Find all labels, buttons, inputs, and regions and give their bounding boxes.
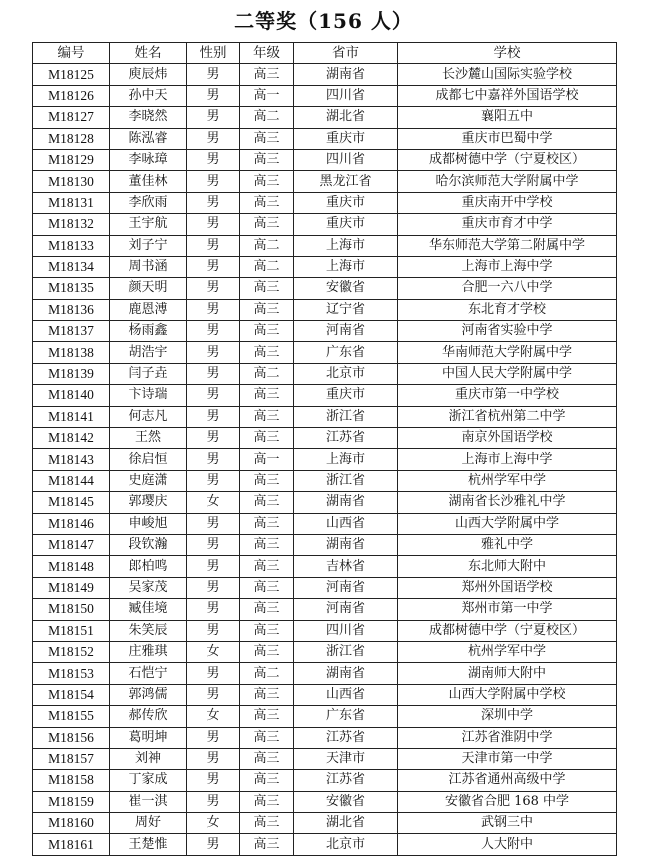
cell-name: 庾辰炜 bbox=[110, 64, 187, 85]
cell-name: 何志凡 bbox=[110, 406, 187, 427]
cell-id: M18158 bbox=[33, 770, 110, 791]
cell-school: 东北育才学校 bbox=[398, 299, 617, 320]
cell-id: M18145 bbox=[33, 492, 110, 513]
table-row bbox=[33, 128, 617, 149]
cell-grade: 高三 bbox=[240, 278, 294, 299]
cell-grade: 高二 bbox=[240, 363, 294, 384]
cell-grade: 高三 bbox=[240, 149, 294, 170]
table-row bbox=[33, 385, 617, 406]
cell-name: 石恺宁 bbox=[110, 663, 187, 684]
cell-id: M18135 bbox=[33, 278, 110, 299]
table-row bbox=[33, 577, 617, 598]
cell-grade: 高三 bbox=[240, 599, 294, 620]
cell-school: 人大附中 bbox=[398, 834, 617, 855]
table-row bbox=[33, 107, 617, 128]
cell-id: M18141 bbox=[33, 406, 110, 427]
cell-grade: 高三 bbox=[240, 813, 294, 834]
cell-school: 成都树德中学（宁夏校区） bbox=[398, 149, 617, 170]
cell-name: 周好 bbox=[110, 813, 187, 834]
cell-grade: 高三 bbox=[240, 641, 294, 662]
cell-gender: 男 bbox=[187, 214, 240, 235]
cell-grade: 高三 bbox=[240, 299, 294, 320]
cell-id: M18130 bbox=[33, 171, 110, 192]
cell-gender: 男 bbox=[187, 556, 240, 577]
cell-gender: 男 bbox=[187, 791, 240, 812]
cell-id: M18148 bbox=[33, 556, 110, 577]
cell-id: M18161 bbox=[33, 834, 110, 855]
cell-gender: 男 bbox=[187, 64, 240, 85]
cell-name: 鹿恩溥 bbox=[110, 299, 187, 320]
cell-name: 周书涵 bbox=[110, 256, 187, 277]
cell-gender: 男 bbox=[187, 385, 240, 406]
cell-grade: 高三 bbox=[240, 214, 294, 235]
cell-school: 湖南师大附中 bbox=[398, 663, 617, 684]
cell-id: M18143 bbox=[33, 449, 110, 470]
cell-school: 上海市上海中学 bbox=[398, 449, 617, 470]
cell-province: 湖北省 bbox=[294, 813, 398, 834]
table-row bbox=[33, 278, 617, 299]
table-row bbox=[33, 641, 617, 662]
cell-id: M18149 bbox=[33, 577, 110, 598]
cell-name: 杨雨鑫 bbox=[110, 321, 187, 342]
column-header-name: 姓名 bbox=[110, 43, 187, 64]
cell-province: 重庆市 bbox=[294, 385, 398, 406]
cell-school: 成都七中嘉祥外国语学校 bbox=[398, 85, 617, 106]
cell-grade: 高三 bbox=[240, 834, 294, 855]
cell-gender: 男 bbox=[187, 663, 240, 684]
cell-grade: 高三 bbox=[240, 342, 294, 363]
cell-gender: 男 bbox=[187, 599, 240, 620]
cell-province: 湖南省 bbox=[294, 64, 398, 85]
cell-grade: 高三 bbox=[240, 748, 294, 769]
cell-id: M18134 bbox=[33, 256, 110, 277]
cell-id: M18129 bbox=[33, 149, 110, 170]
cell-province: 江苏省 bbox=[294, 770, 398, 791]
cell-grade: 高三 bbox=[240, 513, 294, 534]
cell-school: 重庆市巴蜀中学 bbox=[398, 128, 617, 149]
cell-grade: 高三 bbox=[240, 770, 294, 791]
award-table bbox=[32, 42, 617, 856]
cell-school: 深圳中学 bbox=[398, 706, 617, 727]
cell-school: 华南师范大学附属中学 bbox=[398, 342, 617, 363]
cell-province: 上海市 bbox=[294, 256, 398, 277]
cell-province: 上海市 bbox=[294, 449, 398, 470]
table-row bbox=[33, 663, 617, 684]
cell-name: 颜天明 bbox=[110, 278, 187, 299]
cell-name: 卞诗瑞 bbox=[110, 385, 187, 406]
cell-province: 北京市 bbox=[294, 363, 398, 384]
cell-school: 郑州外国语学校 bbox=[398, 577, 617, 598]
table-row bbox=[33, 834, 617, 855]
cell-id: M18128 bbox=[33, 128, 110, 149]
cell-gender: 男 bbox=[187, 770, 240, 791]
cell-gender: 女 bbox=[187, 492, 240, 513]
cell-grade: 高三 bbox=[240, 171, 294, 192]
cell-name: 刘子宁 bbox=[110, 235, 187, 256]
table-row bbox=[33, 791, 617, 812]
cell-province: 北京市 bbox=[294, 834, 398, 855]
cell-name: 胡浩宇 bbox=[110, 342, 187, 363]
cell-school: 长沙麓山国际实验学校 bbox=[398, 64, 617, 85]
cell-name: 臧佳境 bbox=[110, 599, 187, 620]
table-row bbox=[33, 321, 617, 342]
cell-gender: 男 bbox=[187, 534, 240, 555]
cell-grade: 高三 bbox=[240, 492, 294, 513]
cell-school: 湖南省长沙雅礼中学 bbox=[398, 492, 617, 513]
cell-id: M18155 bbox=[33, 706, 110, 727]
cell-name: 孙中天 bbox=[110, 85, 187, 106]
cell-province: 浙江省 bbox=[294, 641, 398, 662]
cell-school: 杭州学军中学 bbox=[398, 641, 617, 662]
cell-id: M18132 bbox=[33, 214, 110, 235]
cell-province: 辽宁省 bbox=[294, 299, 398, 320]
cell-gender: 男 bbox=[187, 107, 240, 128]
table-row bbox=[33, 706, 617, 727]
table-row bbox=[33, 235, 617, 256]
cell-grade: 高三 bbox=[240, 684, 294, 705]
cell-province: 湖北省 bbox=[294, 107, 398, 128]
table-row bbox=[33, 684, 617, 705]
cell-name: 王楚惟 bbox=[110, 834, 187, 855]
table-row bbox=[33, 149, 617, 170]
cell-gender: 男 bbox=[187, 192, 240, 213]
cell-school: 山西大学附属中学校 bbox=[398, 684, 617, 705]
cell-name: 史庭潇 bbox=[110, 470, 187, 491]
cell-grade: 高三 bbox=[240, 406, 294, 427]
cell-province: 湖南省 bbox=[294, 534, 398, 555]
cell-gender: 男 bbox=[187, 577, 240, 598]
cell-province: 重庆市 bbox=[294, 128, 398, 149]
cell-id: M18133 bbox=[33, 235, 110, 256]
cell-grade: 高三 bbox=[240, 128, 294, 149]
cell-id: M18138 bbox=[33, 342, 110, 363]
cell-gender: 男 bbox=[187, 406, 240, 427]
cell-school: 河南省实验中学 bbox=[398, 321, 617, 342]
cell-province: 江苏省 bbox=[294, 727, 398, 748]
cell-grade: 高三 bbox=[240, 556, 294, 577]
table-row bbox=[33, 813, 617, 834]
table-row bbox=[33, 256, 617, 277]
cell-gender: 女 bbox=[187, 813, 240, 834]
cell-school: 江苏省通州高级中学 bbox=[398, 770, 617, 791]
cell-province: 湖南省 bbox=[294, 663, 398, 684]
cell-id: M18142 bbox=[33, 428, 110, 449]
cell-school: 安徽省合肥 168 中学 bbox=[398, 791, 617, 812]
cell-gender: 男 bbox=[187, 363, 240, 384]
cell-gender: 女 bbox=[187, 706, 240, 727]
cell-id: M18151 bbox=[33, 620, 110, 641]
cell-province: 重庆市 bbox=[294, 214, 398, 235]
cell-name: 申峻旭 bbox=[110, 513, 187, 534]
cell-id: M18126 bbox=[33, 85, 110, 106]
cell-school: 重庆市第一中学校 bbox=[398, 385, 617, 406]
cell-name: 李咏璋 bbox=[110, 149, 187, 170]
cell-province: 安徽省 bbox=[294, 791, 398, 812]
cell-province: 四川省 bbox=[294, 85, 398, 106]
cell-id: M18159 bbox=[33, 791, 110, 812]
cell-school: 山西大学附属中学 bbox=[398, 513, 617, 534]
cell-name: 吴家茂 bbox=[110, 577, 187, 598]
cell-school: 成都树德中学（宁夏校区） bbox=[398, 620, 617, 641]
cell-id: M18131 bbox=[33, 192, 110, 213]
column-header-grade: 年级 bbox=[240, 43, 294, 64]
cell-grade: 高三 bbox=[240, 706, 294, 727]
cell-gender: 男 bbox=[187, 470, 240, 491]
table-row bbox=[33, 192, 617, 213]
cell-gender: 男 bbox=[187, 449, 240, 470]
cell-school: 合肥一六八中学 bbox=[398, 278, 617, 299]
cell-grade: 高三 bbox=[240, 620, 294, 641]
cell-grade: 高一 bbox=[240, 85, 294, 106]
cell-gender: 男 bbox=[187, 727, 240, 748]
cell-id: M18156 bbox=[33, 727, 110, 748]
cell-id: M18157 bbox=[33, 748, 110, 769]
cell-province: 山西省 bbox=[294, 684, 398, 705]
cell-grade: 高三 bbox=[240, 534, 294, 555]
table-row bbox=[33, 599, 617, 620]
cell-name: 李晓然 bbox=[110, 107, 187, 128]
cell-name: 葛明坤 bbox=[110, 727, 187, 748]
cell-province: 安徽省 bbox=[294, 278, 398, 299]
cell-gender: 女 bbox=[187, 641, 240, 662]
cell-name: 郝传欣 bbox=[110, 706, 187, 727]
table-body bbox=[33, 64, 617, 855]
cell-id: M18136 bbox=[33, 299, 110, 320]
table-row bbox=[33, 406, 617, 427]
cell-province: 天津市 bbox=[294, 748, 398, 769]
table-row bbox=[33, 727, 617, 748]
cell-gender: 男 bbox=[187, 748, 240, 769]
cell-gender: 男 bbox=[187, 428, 240, 449]
cell-grade: 高三 bbox=[240, 64, 294, 85]
cell-gender: 男 bbox=[187, 342, 240, 363]
cell-school: 浙江省杭州第二中学 bbox=[398, 406, 617, 427]
cell-grade: 高二 bbox=[240, 235, 294, 256]
cell-school: 武钢三中 bbox=[398, 813, 617, 834]
cell-grade: 高三 bbox=[240, 727, 294, 748]
cell-province: 河南省 bbox=[294, 321, 398, 342]
cell-school: 郑州市第一中学 bbox=[398, 599, 617, 620]
table-row bbox=[33, 492, 617, 513]
cell-province: 四川省 bbox=[294, 620, 398, 641]
cell-province: 湖南省 bbox=[294, 492, 398, 513]
table-header-row bbox=[33, 43, 617, 64]
cell-id: M18127 bbox=[33, 107, 110, 128]
column-header-id: 编号 bbox=[33, 43, 110, 64]
cell-province: 重庆市 bbox=[294, 192, 398, 213]
cell-gender: 男 bbox=[187, 149, 240, 170]
cell-province: 四川省 bbox=[294, 149, 398, 170]
cell-school: 江苏省淮阴中学 bbox=[398, 727, 617, 748]
cell-name: 丁家成 bbox=[110, 770, 187, 791]
cell-grade: 高三 bbox=[240, 385, 294, 406]
cell-grade: 高三 bbox=[240, 577, 294, 598]
cell-id: M18146 bbox=[33, 513, 110, 534]
column-header-school: 学校 bbox=[398, 43, 617, 64]
cell-school: 东北师大附中 bbox=[398, 556, 617, 577]
cell-id: M18154 bbox=[33, 684, 110, 705]
cell-gender: 男 bbox=[187, 620, 240, 641]
table-row bbox=[33, 64, 617, 85]
cell-school: 襄阳五中 bbox=[398, 107, 617, 128]
cell-school: 中国人民大学附属中学 bbox=[398, 363, 617, 384]
cell-id: M18140 bbox=[33, 385, 110, 406]
cell-gender: 男 bbox=[187, 299, 240, 320]
cell-name: 王然 bbox=[110, 428, 187, 449]
table-row bbox=[33, 770, 617, 791]
cell-name: 朱笑辰 bbox=[110, 620, 187, 641]
cell-school: 上海市上海中学 bbox=[398, 256, 617, 277]
cell-school: 雅礼中学 bbox=[398, 534, 617, 555]
cell-gender: 男 bbox=[187, 321, 240, 342]
cell-province: 江苏省 bbox=[294, 428, 398, 449]
cell-province: 黑龙江省 bbox=[294, 171, 398, 192]
cell-id: M18137 bbox=[33, 321, 110, 342]
cell-id: M18139 bbox=[33, 363, 110, 384]
cell-gender: 男 bbox=[187, 128, 240, 149]
cell-school: 哈尔滨师范大学附属中学 bbox=[398, 171, 617, 192]
cell-name: 王宇航 bbox=[110, 214, 187, 235]
page-title: 二等奖（156 人） bbox=[234, 9, 413, 33]
cell-grade: 高三 bbox=[240, 321, 294, 342]
table-row bbox=[33, 85, 617, 106]
cell-name: 庄雅琪 bbox=[110, 641, 187, 662]
cell-province: 上海市 bbox=[294, 235, 398, 256]
cell-gender: 男 bbox=[187, 256, 240, 277]
cell-grade: 高三 bbox=[240, 428, 294, 449]
cell-school: 华东师范大学第二附属中学 bbox=[398, 235, 617, 256]
cell-province: 广东省 bbox=[294, 342, 398, 363]
column-header-gender: 性别 bbox=[187, 43, 240, 64]
cell-school: 天津市第一中学 bbox=[398, 748, 617, 769]
cell-name: 董佳林 bbox=[110, 171, 187, 192]
cell-province: 河南省 bbox=[294, 599, 398, 620]
cell-gender: 男 bbox=[187, 235, 240, 256]
table-row bbox=[33, 449, 617, 470]
cell-province: 山西省 bbox=[294, 513, 398, 534]
cell-name: 徐启恒 bbox=[110, 449, 187, 470]
table-row bbox=[33, 214, 617, 235]
cell-grade: 高二 bbox=[240, 256, 294, 277]
cell-id: M18153 bbox=[33, 663, 110, 684]
cell-id: M18160 bbox=[33, 813, 110, 834]
cell-name: 闫子垚 bbox=[110, 363, 187, 384]
cell-id: M18147 bbox=[33, 534, 110, 555]
table-row bbox=[33, 534, 617, 555]
table-row bbox=[33, 299, 617, 320]
cell-province: 河南省 bbox=[294, 577, 398, 598]
cell-gender: 男 bbox=[187, 684, 240, 705]
cell-school: 重庆南开中学校 bbox=[398, 192, 617, 213]
cell-name: 郭璎庆 bbox=[110, 492, 187, 513]
table-row bbox=[33, 513, 617, 534]
cell-gender: 男 bbox=[187, 513, 240, 534]
table-row bbox=[33, 556, 617, 577]
cell-name: 郭鸿儒 bbox=[110, 684, 187, 705]
cell-grade: 高三 bbox=[240, 470, 294, 491]
cell-id: M18152 bbox=[33, 641, 110, 662]
cell-school: 重庆市育才中学 bbox=[398, 214, 617, 235]
cell-gender: 男 bbox=[187, 278, 240, 299]
table-row bbox=[33, 748, 617, 769]
cell-gender: 男 bbox=[187, 85, 240, 106]
cell-gender: 男 bbox=[187, 171, 240, 192]
cell-school: 南京外国语学校 bbox=[398, 428, 617, 449]
cell-grade: 高二 bbox=[240, 663, 294, 684]
cell-id: M18144 bbox=[33, 470, 110, 491]
cell-name: 崔一淇 bbox=[110, 791, 187, 812]
cell-name: 郎柏鸣 bbox=[110, 556, 187, 577]
cell-grade: 高三 bbox=[240, 192, 294, 213]
table-row bbox=[33, 470, 617, 491]
cell-province: 浙江省 bbox=[294, 470, 398, 491]
table-row bbox=[33, 428, 617, 449]
cell-name: 陈泓睿 bbox=[110, 128, 187, 149]
cell-grade: 高三 bbox=[240, 791, 294, 812]
cell-grade: 高一 bbox=[240, 449, 294, 470]
table-row bbox=[33, 171, 617, 192]
cell-province: 浙江省 bbox=[294, 406, 398, 427]
table-row bbox=[33, 342, 617, 363]
cell-province: 吉林省 bbox=[294, 556, 398, 577]
cell-id: M18150 bbox=[33, 599, 110, 620]
cell-province: 广东省 bbox=[294, 706, 398, 727]
cell-grade: 高二 bbox=[240, 107, 294, 128]
cell-name: 刘神 bbox=[110, 748, 187, 769]
cell-name: 李欣雨 bbox=[110, 192, 187, 213]
cell-gender: 男 bbox=[187, 834, 240, 855]
cell-name: 段钦瀚 bbox=[110, 534, 187, 555]
cell-id: M18125 bbox=[33, 64, 110, 85]
table-row bbox=[33, 363, 617, 384]
column-header-province: 省市 bbox=[294, 43, 398, 64]
table-row bbox=[33, 620, 617, 641]
cell-school: 杭州学军中学 bbox=[398, 470, 617, 491]
